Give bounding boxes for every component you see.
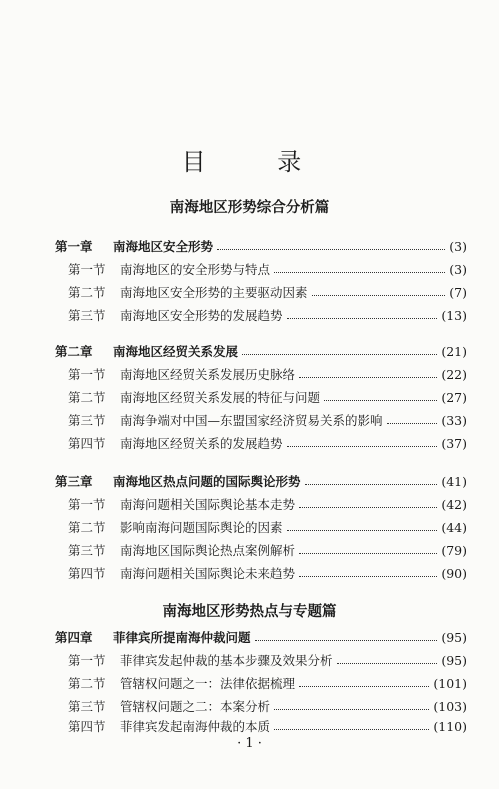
dot-leader [337,663,438,664]
page-number: (42) [441,496,467,512]
page-number: (3) [449,261,467,277]
section-title: 菲律宾发起南海仲裁的本质 [120,719,271,734]
dot-leader [274,729,429,730]
page-number: (79) [441,542,467,558]
toc-section-entry[interactable] [68,364,467,384]
section-number: 第二节 [68,676,106,691]
section-number: 第一节 [68,653,106,668]
section-title: 管辖权问题之二：本案分析 [120,699,271,714]
dot-leader [242,354,437,355]
page-title: 目 录 [181,148,334,176]
section-title: 南海争端对中国—东盟国家经济贸易关系的影响 [120,413,383,428]
page-number: (95) [441,629,467,645]
dot-leader [305,484,438,485]
page-number: (33) [441,412,467,428]
section-number: 第一节 [68,497,106,512]
toc-chapter-entry[interactable] [55,236,467,256]
part-title: 南海地区形势综合分析篇 [169,200,330,216]
section-title: 管辖权问题之一：法律依据梳理 [120,676,296,691]
section-number: 第四节 [68,566,106,581]
section-number: 第四节 [68,719,106,734]
dot-leader [217,249,445,250]
section-number: 第一节 [68,262,106,277]
section-number: 第一节 [68,367,106,382]
dot-leader [274,272,445,273]
page-number: (7) [449,284,467,300]
page-number: (13) [441,307,467,323]
chapter-title: 南海地区安全形势 [113,239,214,254]
chapter-number: 第三章 [55,474,93,489]
page-number: (90) [441,565,467,581]
dot-leader [299,377,437,378]
dot-leader [299,553,437,554]
section-number: 第三节 [68,543,106,558]
page-number: (101) [433,675,467,691]
page-number: (21) [441,343,467,359]
dot-leader [312,295,446,296]
section-number: 第二节 [68,520,106,535]
dot-leader [287,530,438,531]
page-footer-number: · 1 · [237,736,262,751]
toc-section-entry[interactable] [68,650,467,670]
page-number: (37) [441,435,467,451]
toc-section-entry[interactable] [68,387,467,407]
toc-section-entry[interactable] [68,282,467,302]
page-number: (41) [441,473,467,489]
dot-leader [387,423,438,424]
section-title: 南海地区国际舆论热点案例解析 [120,543,296,558]
part-title: 南海地区形势热点与专题篇 [162,604,337,620]
chapter-number: 第四章 [55,630,93,645]
toc-section-entry[interactable] [68,517,467,537]
dot-leader [287,446,438,447]
page-number: (44) [441,519,467,535]
dot-leader [287,318,438,319]
toc-section-entry[interactable] [68,494,467,514]
toc-section-entry[interactable] [68,259,467,279]
section-number: 第三节 [68,413,106,428]
toc-section-entry[interactable] [68,305,467,325]
page-number: (22) [441,366,467,382]
dot-leader [299,507,437,508]
section-title: 南海地区经贸关系发展历史脉络 [120,367,296,382]
chapter-title: 南海地区经贸关系发展 [113,344,239,359]
chapter-number: 第一章 [55,239,93,254]
section-number: 第三节 [68,308,106,323]
section-title: 南海问题相关国际舆论基本走势 [120,497,296,512]
page-number: (27) [441,389,467,405]
dot-leader [274,709,429,710]
page-number: (103) [433,698,467,714]
toc-section-entry[interactable] [68,673,467,693]
toc-section-entry[interactable] [68,696,467,716]
dot-leader [255,640,438,641]
section-title: 南海地区经贸关系的发展趋势 [120,436,283,451]
section-title: 南海地区的安全形势与特点 [120,262,271,277]
section-number: 第二节 [68,285,106,300]
section-number: 第四节 [68,436,106,451]
section-title: 影响南海问题国际舆论的因素 [120,520,283,535]
toc-section-entry[interactable] [68,433,467,453]
dot-leader [299,576,437,577]
section-title: 南海地区安全形势的主要驱动因素 [120,285,308,300]
chapter-title: 菲律宾所提南海仲裁问题 [113,630,251,645]
dot-leader [324,400,437,401]
toc-chapter-entry[interactable] [55,627,467,647]
toc-section-entry[interactable] [68,563,467,583]
section-title: 南海地区经贸关系发展的特征与问题 [120,390,321,405]
section-number: 第二节 [68,390,106,405]
toc-section-entry[interactable] [68,410,467,430]
section-title: 南海问题相关国际舆论未来趋势 [120,566,296,581]
dot-leader [299,686,429,687]
toc-chapter-entry[interactable] [55,471,467,491]
page-number: (110) [433,718,467,734]
page-number: (3) [449,238,467,254]
chapter-title: 南海地区热点问题的国际舆论形势 [113,474,301,489]
toc-chapter-entry[interactable] [55,341,467,361]
toc-section-entry[interactable] [68,540,467,560]
chapter-number: 第二章 [55,344,93,359]
page-number: (95) [441,652,467,668]
section-title: 南海地区安全形势的发展趋势 [120,308,283,323]
section-number: 第三节 [68,699,106,714]
toc-section-entry[interactable] [68,716,467,736]
section-title: 菲律宾发起仲裁的基本步骤及效果分析 [120,653,333,668]
